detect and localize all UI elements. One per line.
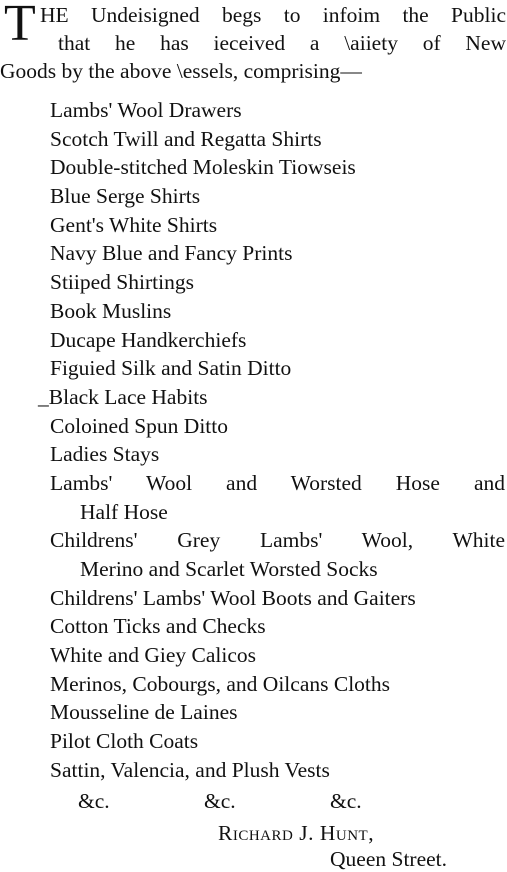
list-item: Lambs' Wool Drawers bbox=[50, 98, 242, 122]
drop-cap: T bbox=[4, 0, 36, 52]
list-item: Blue Serge Shirts bbox=[50, 184, 201, 209]
list-item-continuation: Half Hose bbox=[80, 499, 168, 524]
signature-name: Richard J. Hunt, bbox=[218, 821, 375, 845]
list-item: Childrens' Grey Lambs' Wool, White bbox=[50, 528, 505, 553]
list-item: Navy Blue and Fancy Prints bbox=[50, 241, 293, 266]
list-item: Pilot Cloth Coats bbox=[50, 729, 199, 754]
list-item: Merinos, Cobourgs, and Oilcans Cloths bbox=[50, 671, 391, 696]
list-item: Sattin, Valencia, and Plush Vests bbox=[50, 757, 330, 782]
list-item: Childrens' Lambs' Wool Boots and Gaiters bbox=[50, 585, 416, 610]
list-item: _Black Lace Habits bbox=[38, 384, 208, 409]
intro-line: that he has ieceived a \aiiety of New bbox=[58, 31, 506, 55]
list-item: Gent's White Shirts bbox=[50, 212, 218, 237]
list-item: Mousseline de Laines bbox=[50, 700, 238, 725]
etcetera: &c. bbox=[78, 789, 110, 813]
intro-line: HE Undeisigned begs to infoim the Public bbox=[40, 3, 506, 27]
list-item: White and Giey Calicos bbox=[50, 643, 256, 668]
intro-paragraph bbox=[0, 0, 507, 90]
signature-address: Queen Street. bbox=[330, 847, 448, 871]
list-item: Cotton Ticks and Checks bbox=[50, 614, 266, 639]
list-item: Scotch Twill and Regatta Shirts bbox=[50, 126, 322, 151]
etcetera: &c. bbox=[204, 789, 236, 813]
list-item: Figuied Silk and Satin Ditto bbox=[50, 356, 292, 381]
list-item: Double-stitched Moleskin Tiowseis bbox=[50, 155, 356, 180]
list-item: Lambs' Wool and Worsted Hose and bbox=[50, 470, 505, 495]
list-item: Stiiped Shirtings bbox=[50, 270, 194, 295]
goods-list bbox=[0, 96, 507, 785]
list-item: Coloined Spun Ditto bbox=[50, 413, 228, 438]
etcetera: &c. bbox=[330, 789, 362, 813]
etcetera-row bbox=[0, 787, 507, 815]
intro-line: Goods by the above \essels, comprising— bbox=[0, 59, 362, 83]
list-item: Book Muslins bbox=[50, 298, 172, 323]
list-item: Ladies Stays bbox=[50, 442, 160, 467]
list-item-continuation: Merino and Scarlet Worsted Socks bbox=[80, 557, 378, 581]
list-item: Ducape Handkerchiefs bbox=[50, 327, 247, 352]
